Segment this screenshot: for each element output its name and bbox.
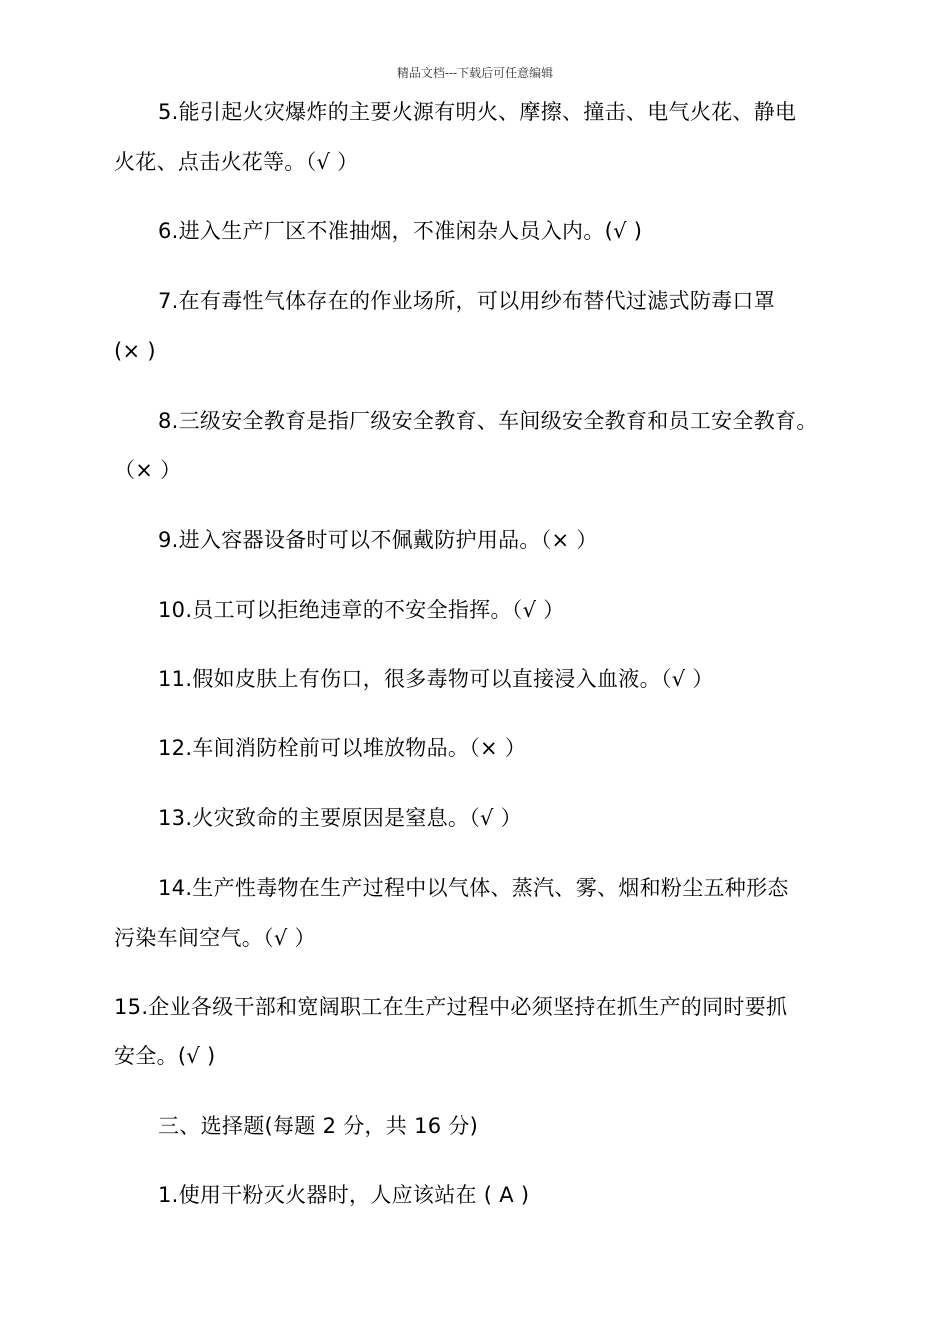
question-13: 13.火灾致命的主要原因是窒息。（√ ） (158, 806, 522, 830)
question-9: 9.进入容器设备时可以不佩戴防护用品。（× ） (158, 528, 598, 552)
question-15-line-2: 安全。(√ ) (114, 1044, 216, 1068)
choice-question-1: 1.使用干粉灭火器时，人应该站在 ( A ) (158, 1183, 530, 1207)
question-5-line-2: 火花、点击火花等。（√ ） (114, 150, 359, 174)
question-8-line-2: （× ） (114, 458, 182, 482)
question-14-line-2: 污染车间空气。（√ ） (114, 926, 316, 950)
question-11: 11.假如皮肤上有伤口，很多毒物可以直接浸入血液。（√ ） (158, 667, 714, 691)
question-15-line-1: 15.企业各级干部和宽阔职工在生产过程中必须坚持在抓生产的同时要抓 (114, 995, 788, 1019)
question-6: 6.进入生产厂区不准抽烟，不准闲杂人员入内。(√ ) (158, 219, 643, 243)
question-14-line-1: 14.生产性毒物在生产过程中以气体、蒸汽、雾、烟和粉尘五种形态 (158, 876, 789, 900)
question-12: 12.车间消防栓前可以堆放物品。（× ） (158, 736, 527, 760)
question-7-line-2: (× ) (114, 339, 156, 363)
question-7-line-1: 7.在有毒性气体存在的作业场所，可以用纱布替代过滤式防毒口罩 (158, 289, 776, 313)
question-5-line-1: 5.能引起火灾爆炸的主要火源有明火、摩擦、撞击、电气火花、静电 (158, 100, 797, 124)
question-8-line-1: 8.三级安全教育是指厂级安全教育、车间级安全教育和员工安全教育。 (158, 409, 818, 433)
section-heading: 三、选择题(每题 2 分，共 16 分) (158, 1114, 479, 1138)
question-10: 10.员工可以拒绝违章的不安全指挥。（√ ） (158, 598, 565, 622)
page-header: 精品文档---下载后可任意编辑 (396, 66, 554, 80)
